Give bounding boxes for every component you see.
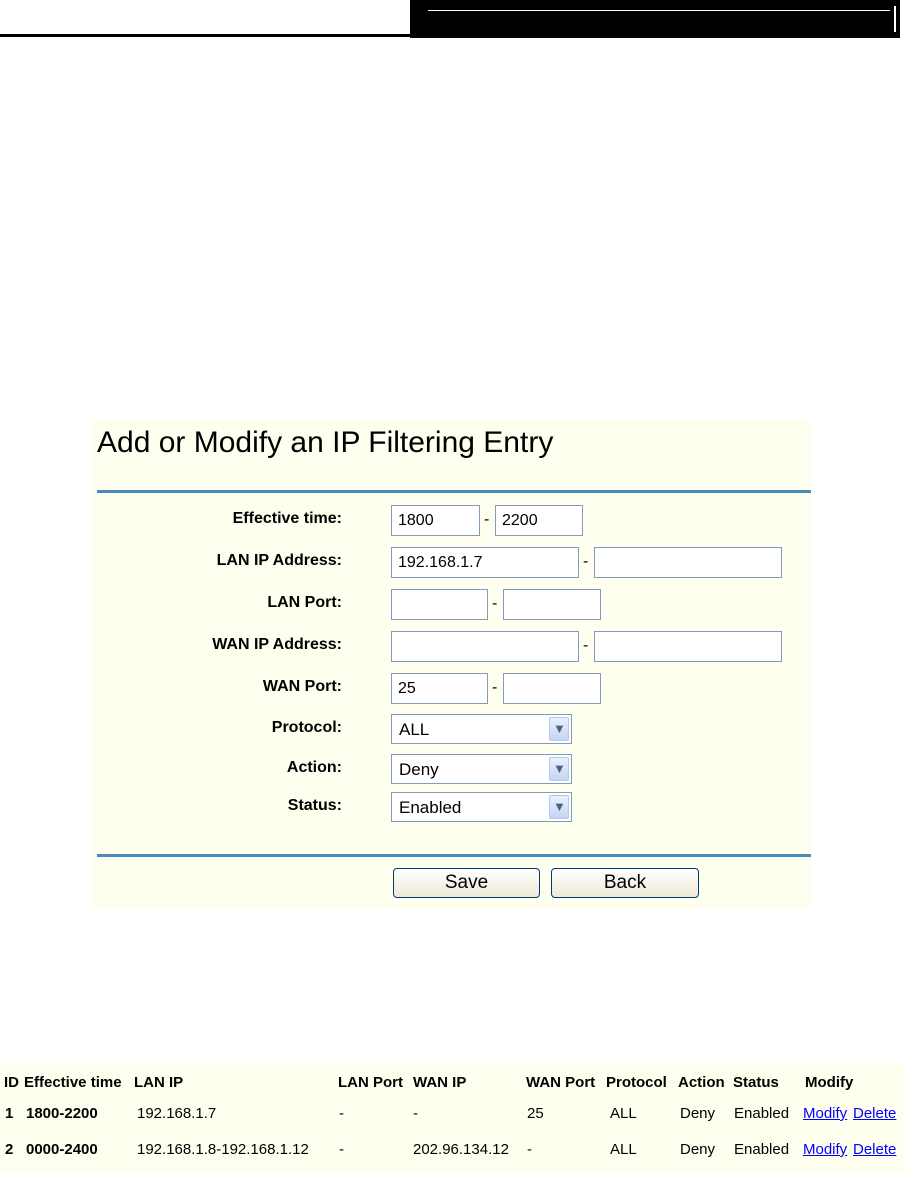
row-protocol: ALL bbox=[610, 1105, 637, 1122]
lan-ip-separator: - bbox=[583, 553, 589, 570]
row-wan-port: 25 bbox=[527, 1105, 544, 1122]
row-wan-ip: - bbox=[413, 1105, 418, 1122]
back-button[interactable]: Back bbox=[551, 868, 699, 898]
bottom-divider bbox=[97, 854, 811, 857]
wan-ip-label: WAN IP Address: bbox=[212, 636, 342, 653]
row-action: Deny bbox=[680, 1105, 716, 1122]
row-wan-ip: 202.96.134.12 bbox=[413, 1141, 509, 1158]
header-effective-time: Effective time bbox=[24, 1074, 122, 1091]
row-status: Enabled bbox=[734, 1105, 790, 1122]
header-action: Action bbox=[678, 1074, 725, 1091]
header-status: Status bbox=[733, 1074, 779, 1091]
save-button[interactable]: Save bbox=[393, 868, 540, 898]
modify-link[interactable]: Modify bbox=[803, 1105, 848, 1122]
page-header-bar bbox=[410, 0, 900, 38]
wan-ip-end-input[interactable] bbox=[594, 631, 782, 662]
ip-filter-table bbox=[0, 1065, 905, 1173]
ip-filter-form-panel bbox=[93, 420, 811, 909]
wan-ip-separator: - bbox=[583, 637, 589, 654]
header-protocol: Protocol bbox=[606, 1074, 667, 1091]
header-modify: Modify bbox=[805, 1074, 854, 1091]
protocol-label: Protocol: bbox=[271, 719, 342, 736]
status-label: Status: bbox=[287, 797, 342, 814]
page-header-rule bbox=[0, 34, 410, 37]
header-lan-ip: LAN IP bbox=[134, 1074, 184, 1091]
modify-link[interactable]: Modify bbox=[803, 1141, 848, 1158]
effective-time-separator: - bbox=[484, 511, 490, 528]
row-effective-time: 0000-2400 bbox=[26, 1141, 98, 1158]
wan-port-label: WAN Port: bbox=[262, 678, 342, 695]
row-id: 2 bbox=[5, 1141, 14, 1158]
effective-time-end-input[interactable] bbox=[495, 505, 583, 536]
page-header-inner-rule bbox=[428, 10, 890, 11]
delete-link[interactable]: Delete bbox=[853, 1105, 897, 1122]
header-lan-port: LAN Port bbox=[338, 1074, 403, 1091]
lan-ip-start-input[interactable] bbox=[391, 547, 579, 578]
row-lan-ip: 192.168.1.8-192.168.1.12 bbox=[137, 1141, 309, 1158]
row-id: 1 bbox=[5, 1105, 14, 1122]
top-divider bbox=[97, 490, 811, 493]
wan-port-separator: - bbox=[492, 679, 498, 696]
row-lan-ip: 192.168.1.7 bbox=[137, 1105, 217, 1122]
chevron-down-icon[interactable]: ▼ bbox=[549, 717, 569, 741]
lan-ip-label: LAN IP Address: bbox=[216, 552, 342, 569]
lan-port-end-input[interactable] bbox=[503, 589, 601, 620]
lan-port-separator: - bbox=[492, 595, 498, 612]
delete-link[interactable]: Delete bbox=[853, 1141, 897, 1158]
header-wan-ip: WAN IP bbox=[413, 1074, 467, 1091]
wan-port-start-input[interactable] bbox=[391, 673, 488, 704]
chevron-down-icon[interactable]: ▼ bbox=[549, 795, 569, 819]
protocol-select[interactable] bbox=[391, 714, 572, 744]
action-label: Action: bbox=[286, 759, 342, 776]
row-effective-time: 1800-2200 bbox=[26, 1105, 98, 1122]
row-action: Deny bbox=[680, 1141, 716, 1158]
row-protocol: ALL bbox=[610, 1141, 637, 1158]
row-status: Enabled bbox=[734, 1141, 790, 1158]
protocol-selected-value: ALL bbox=[399, 720, 430, 739]
wan-ip-start-input[interactable] bbox=[391, 631, 579, 662]
action-select[interactable] bbox=[391, 754, 572, 784]
effective-time-start-input[interactable] bbox=[391, 505, 480, 536]
page-header-end-rule bbox=[894, 6, 896, 32]
action-selected-value: Deny bbox=[399, 760, 439, 779]
status-select[interactable] bbox=[391, 792, 572, 822]
wan-port-end-input[interactable] bbox=[503, 673, 601, 704]
chevron-down-icon[interactable]: ▼ bbox=[549, 757, 569, 781]
header-id: ID bbox=[4, 1074, 19, 1091]
lan-port-start-input[interactable] bbox=[391, 589, 488, 620]
effective-time-label: Effective time: bbox=[232, 510, 342, 527]
lan-ip-end-input[interactable] bbox=[594, 547, 782, 578]
header-wan-port: WAN Port bbox=[526, 1074, 596, 1091]
page-title: Add or Modify an IP Filtering Entry bbox=[97, 426, 554, 459]
status-selected-value: Enabled bbox=[399, 798, 462, 817]
row-wan-port: - bbox=[527, 1141, 532, 1158]
lan-port-label: LAN Port: bbox=[267, 594, 342, 611]
row-lan-port: - bbox=[339, 1105, 344, 1122]
row-lan-port: - bbox=[339, 1141, 344, 1158]
